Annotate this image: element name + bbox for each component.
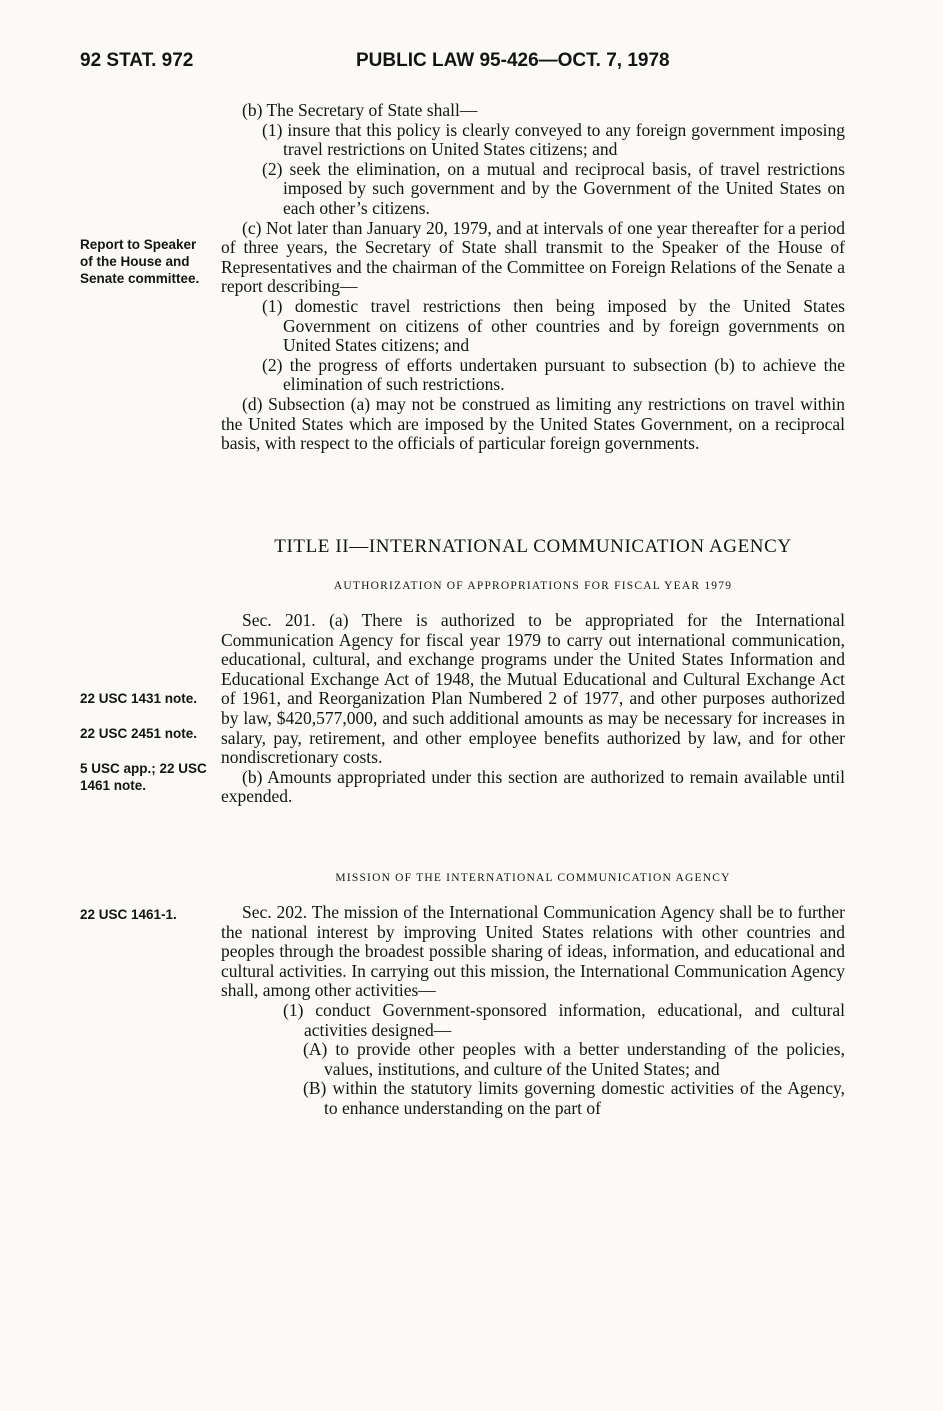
statute-page-reference: 92 STAT. 972 bbox=[80, 50, 194, 71]
section-travel-restrictions bbox=[221, 101, 845, 454]
sec-201-paragraph-b: (b) Amounts appropriated under this section are authorized to remain available until expended. bbox=[221, 766, 845, 807]
paragraph-c: (c) Not later than January 20, 1979, and at intervals of one year thereafter for a period of three years, the Secretary of State shall transmit to the Speaker of the House of Representatives and the chairman of the Committee on Foreign Relations of the Senate a report describing— bbox=[221, 217, 845, 297]
sec-202-intro: Sec. 202. The mission of the International Communication Agency shall be to further the national interest by improving United States relations with other countries and peoples through the broadest possible sharing of ideas, information, and educational and cultural activities. In carrying out this mission, the International Communication Agency shall, among other activities— bbox=[221, 902, 845, 1001]
margin-note-22-usc-1461-1: 22 USC 1461-1. bbox=[80, 907, 177, 922]
margin-note-22-usc-1431: 22 USC 1431 note. bbox=[80, 691, 198, 706]
margin-note-22-usc-2451: 22 USC 2451 note. bbox=[80, 726, 198, 741]
sec-202-paragraph-B: (B) within the statutory limits governing domestic activities of the Agency, to enhance understanding on the part of bbox=[303, 1078, 845, 1118]
subheading-authorization: AUTHORIZATION OF APPROPRIATIONS FOR FISCAL YEAR 1979 bbox=[333, 580, 733, 592]
margin-note-5-usc-app: 5 USC app.; 22 USC 1461 note. bbox=[80, 761, 207, 793]
margin-note-report: Report to Speaker of the House and Senate committee. bbox=[80, 237, 200, 286]
sec-201-paragraph-a: Sec. 201. (a) There is authorized to be appropriated for the International Communication Agency for fiscal year 1979 to carry out international communication, educational, cultural, and exchange programs under the United States Information and Educational Exchange Act of 1948, the Mutual Educational and Cultural Exchange Act of 1961, and Reorganization Plan Numbered 2 of 1977, and other purposes authorized by law, $420,577,000, and such additional amounts as may be necessary for increases in salary, pay, retirement, and other employee benefits authorized by law, and for other nondiscretionary costs. bbox=[221, 610, 845, 768]
subheading-mission: MISSION OF THE INTERNATIONAL COMMUNICATION AGENCY bbox=[335, 872, 731, 884]
page-header bbox=[0, 50, 943, 80]
paragraph-b1: (1) insure that this policy is clearly conveyed to any foreign government imposing travel restrictions on United States citizens; and bbox=[262, 119, 845, 160]
paragraph-b-intro: (b) The Secretary of State shall— bbox=[242, 100, 478, 120]
law-title: PUBLIC LAW 95-426—OCT. 7, 1978 bbox=[356, 50, 670, 71]
sec-202-paragraph-A: (A) to provide other peoples with a better understanding of the policies, values, institutions, and culture of the United States; and bbox=[303, 1039, 845, 1079]
sec-202-paragraph-1: (1) conduct Government-sponsored information, educational, and cultural activities designed— bbox=[283, 999, 845, 1040]
section-202 bbox=[221, 903, 845, 1119]
title-ii-heading: TITLE II—INTERNATIONAL COMMUNICATION AGENCY bbox=[274, 536, 792, 557]
paragraph-b2: (2) seek the elimination, on a mutual and reciprocal basis, of travel restrictions imposed by such government and by the Government of the United States on each other’s citizens. bbox=[262, 158, 845, 218]
paragraph-c2: (2) the progress of efforts undertaken pursuant to subsection (b) to achieve the elimination of such restrictions. bbox=[262, 354, 845, 395]
paragraph-c1: (1) domestic travel restrictions then being imposed by the United States Government on citizens of other countries and by foreign governments on United States citizens; and bbox=[262, 295, 845, 356]
section-201 bbox=[221, 611, 845, 807]
paragraph-d: (d) Subsection (a) may not be construed as limiting any restrictions on travel within the United States which are imposed by the United States Government, on a reciprocal basis, with respect to the officials of particular foreign governments. bbox=[221, 393, 845, 454]
